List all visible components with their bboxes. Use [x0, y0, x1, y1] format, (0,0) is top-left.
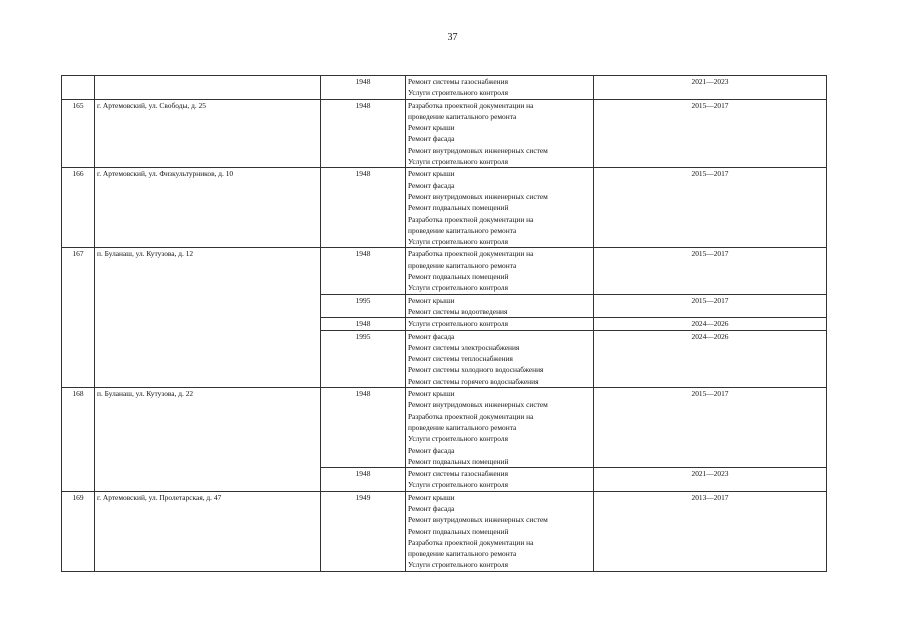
work-item: Ремонт системы электроснабжения — [408, 342, 520, 352]
year-cell: 1949 — [321, 491, 406, 571]
year-cell: 1948 — [321, 99, 406, 168]
work-item: Ремонт крыши — [408, 123, 455, 133]
table-body — [62, 76, 827, 572]
work-item: Ремонт крыши — [408, 389, 455, 399]
work-item: Ремонт фасада — [408, 331, 455, 341]
period-cell: 2024—2026 — [594, 330, 827, 387]
work-item: проведение капитального ремонта — [408, 260, 517, 270]
works-cell — [406, 99, 594, 168]
work-item: Услуги строительного контроля — [408, 283, 508, 293]
work-item: Ремонт внутридомовых инженерных систем — [408, 400, 548, 410]
works-cell — [406, 294, 594, 318]
work-item: Ремонт подвальных помещений — [408, 526, 509, 536]
works-cell — [406, 168, 594, 248]
work-item: Услуги строительного контроля — [408, 560, 508, 570]
work-item: Ремонт подвальных помещений — [408, 203, 509, 213]
work-item: Услуги строительного контроля — [408, 88, 508, 98]
work-item: Ремонт системы горячего водоснабжения — [408, 376, 539, 386]
work-item: Услуги строительного контроля — [408, 434, 508, 444]
work-item: Ремонт крыши — [408, 169, 455, 179]
work-item: Разработка проектной документации на — [408, 411, 534, 421]
year-cell: 1948 — [321, 76, 406, 100]
works-cell — [406, 330, 594, 387]
row-number-cell — [62, 76, 95, 100]
table-row — [62, 248, 827, 294]
row-number-cell: 169 — [62, 491, 95, 571]
year-cell: 1948 — [321, 248, 406, 294]
address-cell: г. Артемовский, ул. Пролетарская, д. 47 — [95, 491, 321, 571]
period-cell: 2013—2017 — [594, 491, 827, 571]
year-cell: 1995 — [321, 294, 406, 318]
works-cell — [406, 318, 594, 330]
work-item: Ремонт фасада — [408, 503, 455, 513]
year-cell: 1948 — [321, 318, 406, 330]
row-number-cell: 167 — [62, 248, 95, 388]
period-cell: 2021—2023 — [594, 468, 827, 492]
page-number: 37 — [447, 32, 458, 43]
work-item: проведение капитального ремонта — [408, 549, 517, 559]
work-item: Ремонт системы холодного водоснабжения — [408, 365, 544, 375]
works-cell — [406, 491, 594, 571]
works-cell — [406, 388, 594, 468]
work-item: Ремонт системы газоснабжения — [408, 77, 508, 86]
period-cell: 2015—2017 — [594, 388, 827, 468]
table-row — [62, 99, 827, 168]
work-item: Ремонт внутридомовых инженерных систем — [408, 191, 548, 201]
period-cell: 2024—2026 — [594, 318, 827, 330]
row-number-cell: 166 — [62, 168, 95, 248]
work-item: Ремонт внутридомовых инженерных систем — [408, 515, 548, 525]
work-item: Ремонт системы газоснабжения — [408, 469, 508, 479]
works-cell — [406, 248, 594, 294]
address-cell: г. Артемовский, ул. Свободы, д. 25 — [95, 99, 321, 168]
work-item: Ремонт фасада — [408, 445, 455, 455]
work-item: Ремонт крыши — [408, 295, 455, 305]
period-cell: 2015—2017 — [594, 294, 827, 318]
works-cell — [406, 76, 594, 100]
work-item: проведение капитального ремонта — [408, 422, 517, 432]
year-cell: 1995 — [321, 330, 406, 387]
table-row — [62, 388, 827, 468]
year-cell: 1948 — [321, 168, 406, 248]
work-item: Разработка проектной документации на — [408, 537, 534, 547]
table-row — [62, 491, 827, 571]
address-cell — [95, 76, 321, 100]
work-item: Услуги строительного контроля — [408, 237, 508, 247]
period-cell: 2015—2017 — [594, 168, 827, 248]
period-cell: 2021—2023 — [594, 76, 827, 100]
capital-repair-table — [61, 75, 827, 572]
table-row — [62, 168, 827, 248]
work-item: Ремонт подвальных помещений — [408, 456, 509, 466]
work-item: Ремонт крыши — [408, 492, 455, 502]
period-cell: 2015—2017 — [594, 99, 827, 168]
work-item: Ремонт внутридомовых инженерных систем — [408, 145, 548, 155]
address-cell: п. Буланаш, ул. Кутузова, д. 22 — [95, 388, 321, 492]
work-item: Ремонт системы теплоснабжения — [408, 354, 513, 364]
work-item: Услуги строительного контроля — [408, 157, 508, 167]
works-cell — [406, 468, 594, 492]
work-item: Ремонт системы водоотведения — [408, 306, 508, 316]
work-item: Разработка проектной документации на — [408, 100, 534, 110]
row-number-cell: 165 — [62, 99, 95, 168]
work-item: Ремонт фасада — [408, 180, 455, 190]
work-item: Услуги строительного контроля — [408, 319, 508, 329]
year-cell: 1948 — [321, 468, 406, 492]
period-cell: 2015—2017 — [594, 248, 827, 294]
work-item: Ремонт фасада — [408, 134, 455, 144]
work-item: Ремонт подвальных помещений — [408, 272, 509, 282]
year-cell: 1948 — [321, 388, 406, 468]
work-item: проведение капитального ремонта — [408, 225, 517, 235]
work-item: проведение капитального ремонта — [408, 111, 517, 121]
table-row — [62, 76, 827, 100]
work-item: Услуги строительного контроля — [408, 480, 508, 490]
address-cell: п. Буланаш, ул. Кутузова, д. 12 — [95, 248, 321, 388]
address-cell: г. Артемовский, ул. Физкультурников, д. 10 — [95, 168, 321, 248]
work-item: Разработка проектной документации на — [408, 214, 534, 224]
row-number-cell: 168 — [62, 388, 95, 492]
work-item: Разработка проектной документации на — [408, 249, 534, 259]
